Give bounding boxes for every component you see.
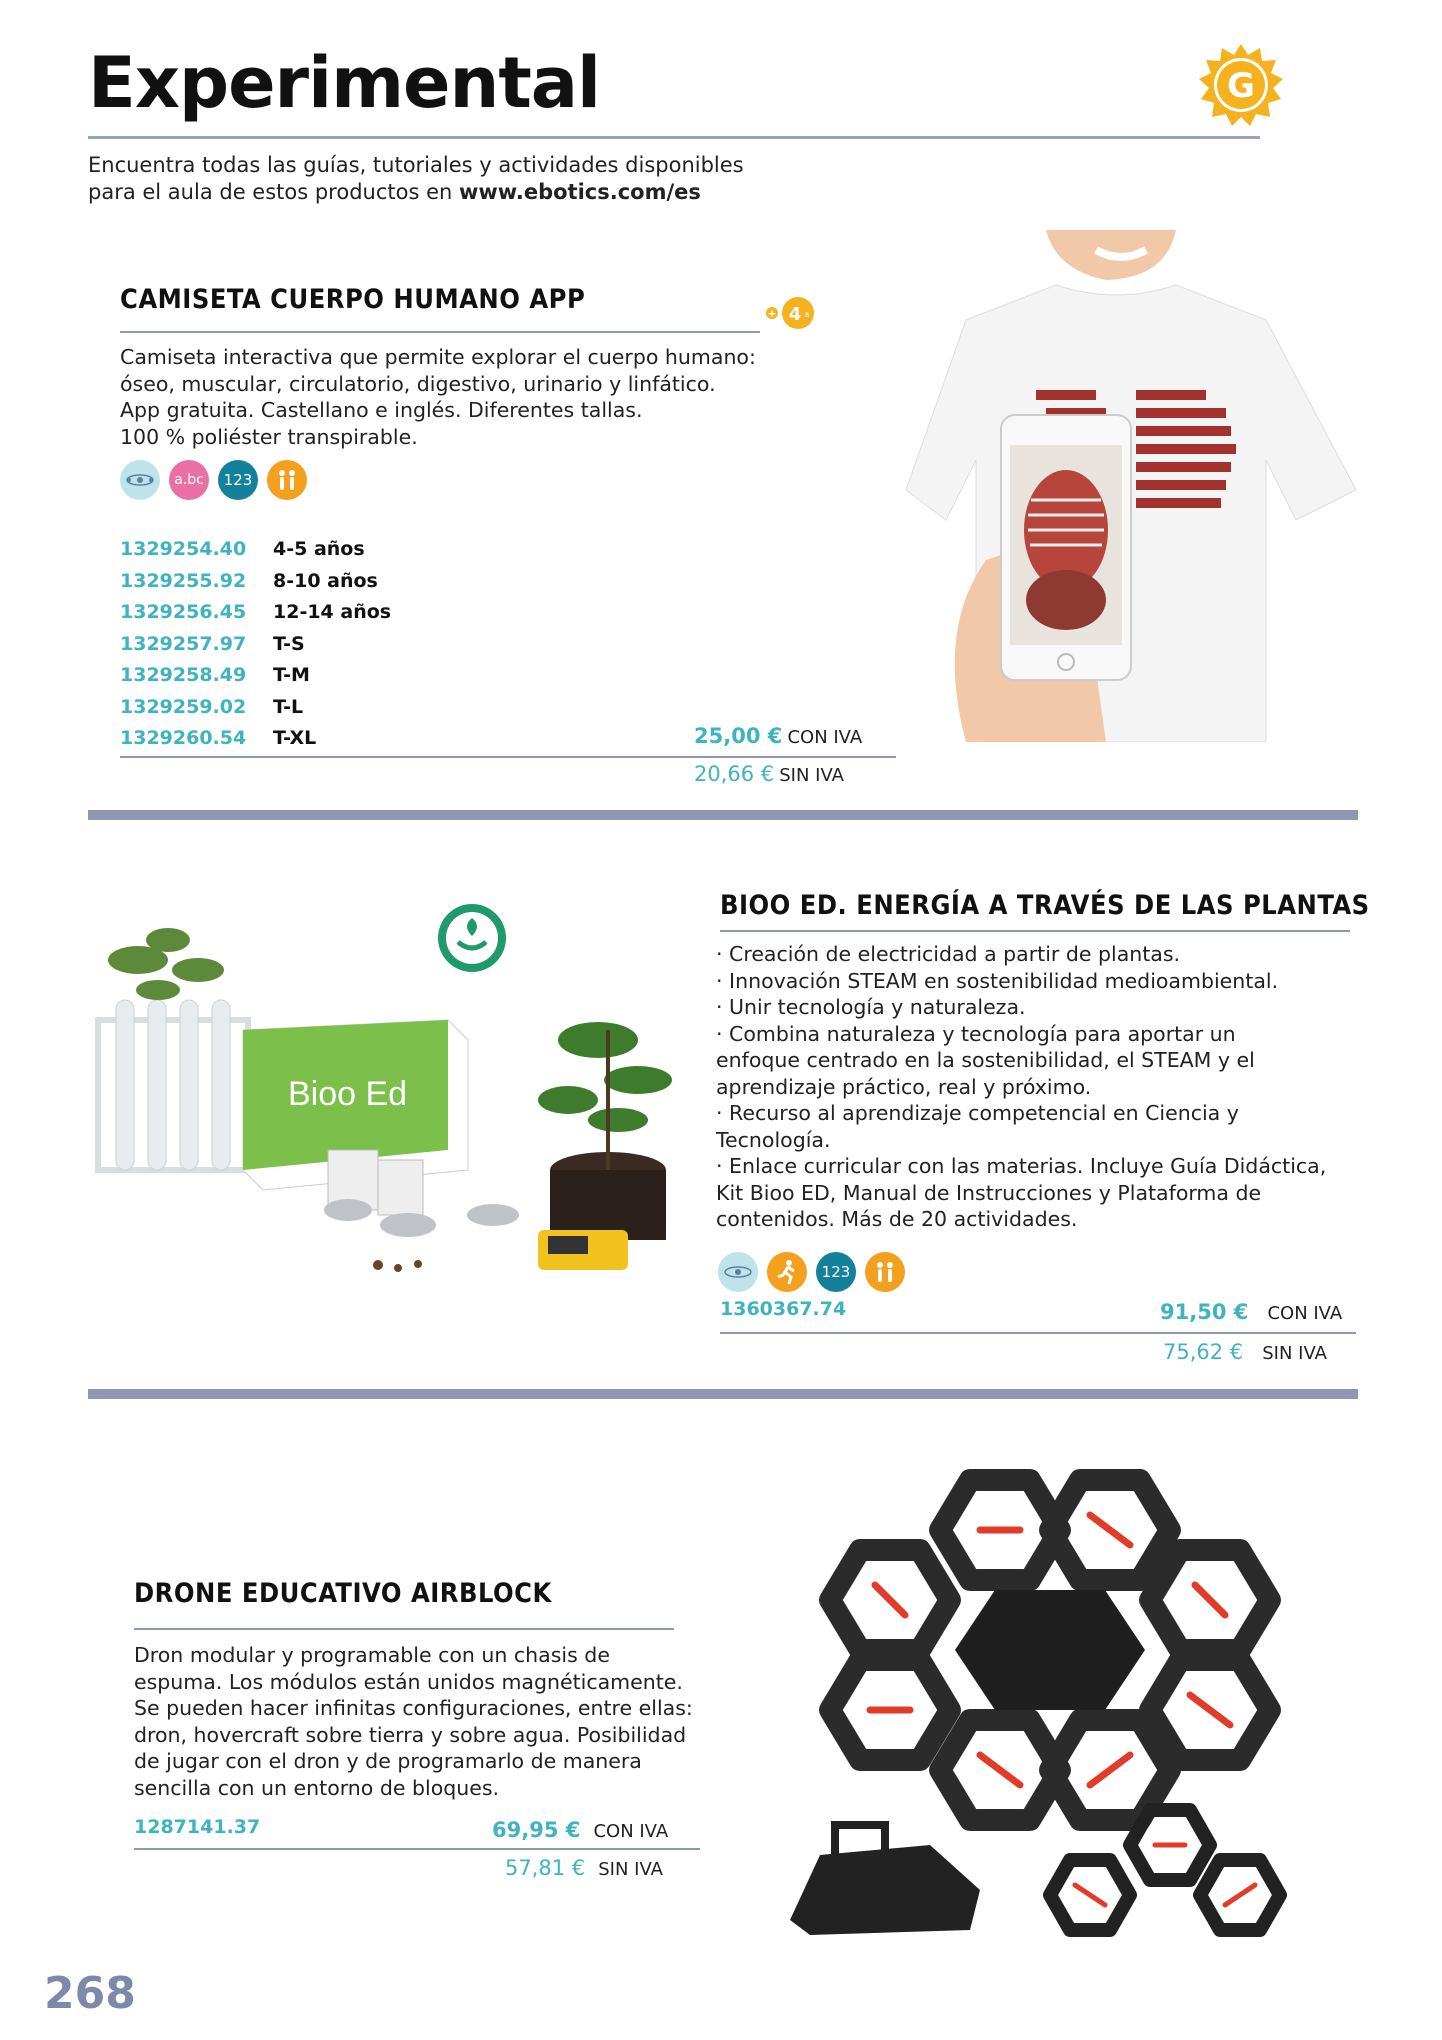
table-row: 1329257.97 T-S — [120, 632, 305, 655]
price-con-iva: 91,50 € CON IVA — [1160, 1300, 1343, 1324]
skill-icons — [718, 1252, 905, 1292]
intro-text: Encuentra todas las guías, tutoriales y actividades disponibles para el aula de estos productos en www.ebotics.com/es — [88, 153, 744, 204]
table-row: 1329260.54 T-XL — [120, 727, 317, 749]
product-title-drone: DRONE EDUCATIVO AIRBLOCK — [134, 1578, 552, 1609]
page-title: Experimental — [88, 42, 601, 124]
price-con-iva: 25,00 € CON IVA — [694, 724, 863, 748]
ebotics-link[interactable]: www.ebotics.com/es — [459, 180, 701, 204]
price-rule — [720, 1332, 1356, 1334]
numbers-icon: 123 — [816, 1252, 856, 1292]
svg-text:Bioo Ed: Bioo Ed — [288, 1075, 408, 1113]
table-row: 1329254.40 4-5 años — [120, 538, 365, 560]
price-sin-iva: 75,62 € SIN IVA — [1163, 1340, 1327, 1364]
sun-badge-icon — [1198, 42, 1284, 128]
product-description: · Creación de electricidad a partir de plantas. · Innovación STEAM en sostenibilidad medioambiental. · Unir tecnología y naturaleza. · Combina naturaleza y tecnología para aportar un enfoque centrado en la sostenibilidad, el STEAM y el aprendizaje práctico, real y próximo. · Recurso al aprendizaje competencial en Ciencia y Tecnología. · Enlace curricular con las materias. Incluye Guía Didáctica, Kit Bioo ED, Manual de Instrucciones y Plataforma de contenidos. Más de 20 actividades. — [716, 942, 1327, 1231]
bioo-kit-image — [78, 880, 698, 1280]
section-separator — [88, 810, 1358, 820]
price-sin-iva: 57,81 € SIN IVA — [505, 1856, 663, 1880]
section-separator — [88, 1389, 1358, 1399]
product-description: Camiseta interactiva que permite explorar el cuerpo humano: óseo, muscular, circulatorio, digestivo, urinario y linfático. App gratuita. Castellano e inglés. Diferentes tallas. 100 % poliéster transpirable. — [120, 345, 756, 449]
numbers-icon: 123 — [218, 460, 258, 500]
table-row: 1329258.49 T-M — [120, 664, 310, 686]
group-icon — [865, 1252, 905, 1292]
tshirt-image — [906, 230, 1356, 742]
science-icon — [120, 460, 160, 500]
product-description: Dron modular y programable con un chasis de espuma. Los módulos están unidos magnéticamente. Se pueden hacer infinitas configuraciones, entre ellas: dron, hovercraft sobre tierra y sobre agua. Posibilidad de jugar con el dron y de programarlo de manera sencilla con un entorno de bloques. — [134, 1643, 693, 1800]
price-rule — [134, 1848, 700, 1850]
product-code: 1287141.37 — [134, 1816, 261, 1838]
product-title-camiseta: CAMISETA CUERPO HUMANO APP — [120, 284, 586, 315]
product-code: 1360367.74 — [720, 1298, 847, 1320]
level-g-badge — [1198, 42, 1284, 128]
price-con-iva: 69,95 € CON IVA — [492, 1818, 669, 1842]
age-badge — [765, 296, 821, 330]
product-title-bioo: BIOO ED. ENERGÍA A TRAVÉS DE LAS PLANTAS — [720, 890, 1370, 921]
runner-icon — [767, 1252, 807, 1292]
page-number: 268 — [44, 1968, 136, 2019]
price-sin-iva: 20,66 € SIN IVA — [694, 762, 844, 786]
drone-image — [780, 1460, 1320, 1950]
svg-text:G: G — [1227, 66, 1255, 106]
price-rule — [120, 756, 896, 758]
header-rule — [88, 136, 1260, 139]
abc-icon: a.bc — [169, 460, 209, 500]
variant-table — [120, 538, 391, 759]
group-icon — [267, 460, 307, 500]
title-rule — [720, 930, 1350, 932]
title-rule — [134, 1628, 674, 1630]
title-rule — [120, 331, 760, 333]
svg-text:+: + — [767, 307, 777, 320]
table-row: 1329256.45 12-14 años — [120, 601, 392, 623]
svg-text:a: a — [804, 310, 810, 319]
science-icon — [718, 1252, 758, 1292]
svg-text:4: 4 — [788, 304, 802, 325]
table-row: 1329259.02 T-L — [120, 695, 304, 718]
table-row: 1329255.92 8-10 años — [120, 569, 378, 592]
skill-icons — [120, 460, 307, 500]
